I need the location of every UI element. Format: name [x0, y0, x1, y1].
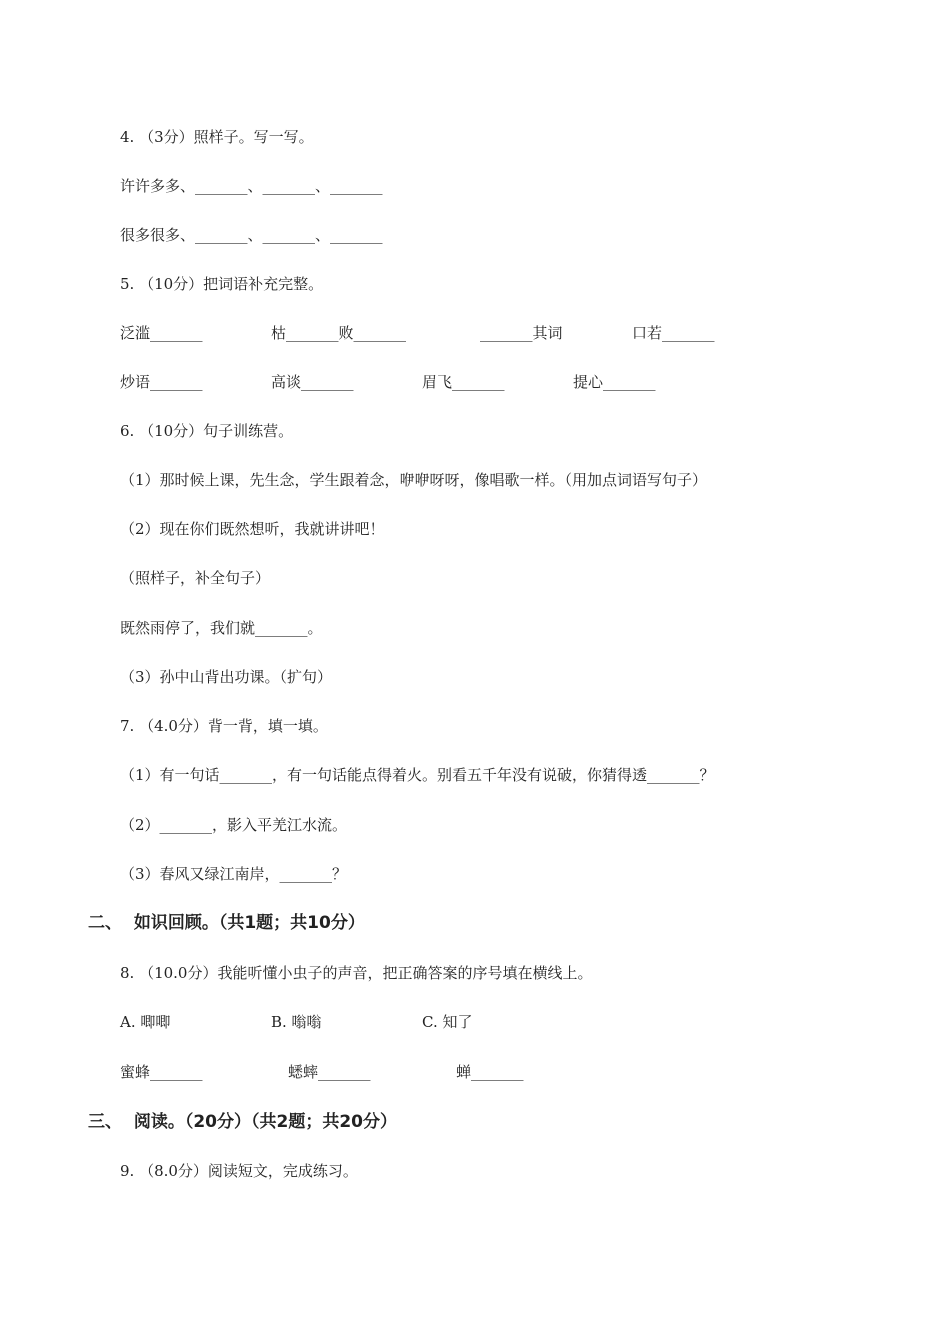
- q9-title: 9. （8.0分）阅读短文，完成练习。: [120, 1162, 358, 1180]
- q6-sub-1: （1）那时候上课，先生念，学生跟着念，咿咿呀呀，像唱歌一样。（用加点词语写句子）: [120, 471, 708, 489]
- q7-title: 7. （4.0分）背一背，填一填。: [120, 717, 328, 735]
- q5-cell: 高谈_______: [271, 373, 354, 391]
- q4-title: 4. （3分）照样子。写一写。: [120, 128, 314, 146]
- q5-cell: 提心_______: [573, 373, 656, 391]
- section-3-heading: 三、 阅读。（20分）（共2题；共20分）: [88, 1112, 397, 1132]
- q8-blank: 蝉_______: [456, 1063, 524, 1081]
- q8-blank: 蟋蟀_______: [288, 1063, 371, 1081]
- q5-cell: 炒语_______: [120, 373, 203, 391]
- q6-sub-2-fill: 既然雨停了，我们就_______。: [120, 619, 323, 637]
- section-2-heading: 二、 如识回顾。（共1题；共10分）: [88, 913, 365, 933]
- q8-option: A. 唧唧: [120, 1013, 171, 1031]
- q8-option: C. 知了: [422, 1013, 473, 1031]
- q8-option: B. 嗡嗡: [271, 1013, 322, 1031]
- q5-title: 5. （10分）把词语补充完整。: [120, 275, 324, 293]
- q6-sub-2: （2）现在你们既然想听，我就讲讲吧！: [120, 520, 385, 538]
- q6-sub-2-hint: （照样子，补全句子）: [120, 569, 271, 587]
- q5-cell: 枯_______败_______: [271, 324, 407, 342]
- q5-cell: _______其词: [480, 324, 563, 342]
- q5-cell: 泛滥_______: [120, 324, 203, 342]
- q7-sub-2: （2）_______，影入平羌江水流。: [120, 816, 348, 834]
- q6-sub-3: （3）孙中山背出功课。（扩句）: [120, 668, 333, 686]
- q7-sub-1: （1）有一句话_______，有一句话能点得着火。别看五千年没有说破，你猜得透_______？: [120, 766, 715, 784]
- q5-cell: 口若_______: [632, 324, 715, 342]
- q8-title: 8. （10.0分）我能听懂小虫子的声音，把正确答案的序号填在横线上。: [120, 964, 593, 982]
- q7-sub-3: （3）春风又绿江南岸，_______？: [120, 865, 348, 883]
- q8-blank: 蜜蜂_______: [120, 1063, 203, 1081]
- q6-title: 6. （10分）句子训练营。: [120, 422, 294, 440]
- q4-row-2: 很多很多、_______、_______、_______: [120, 226, 383, 244]
- q5-cell: 眉飞_______: [422, 373, 505, 391]
- q4-row-1: 许许多多、_______、_______、_______: [120, 177, 383, 195]
